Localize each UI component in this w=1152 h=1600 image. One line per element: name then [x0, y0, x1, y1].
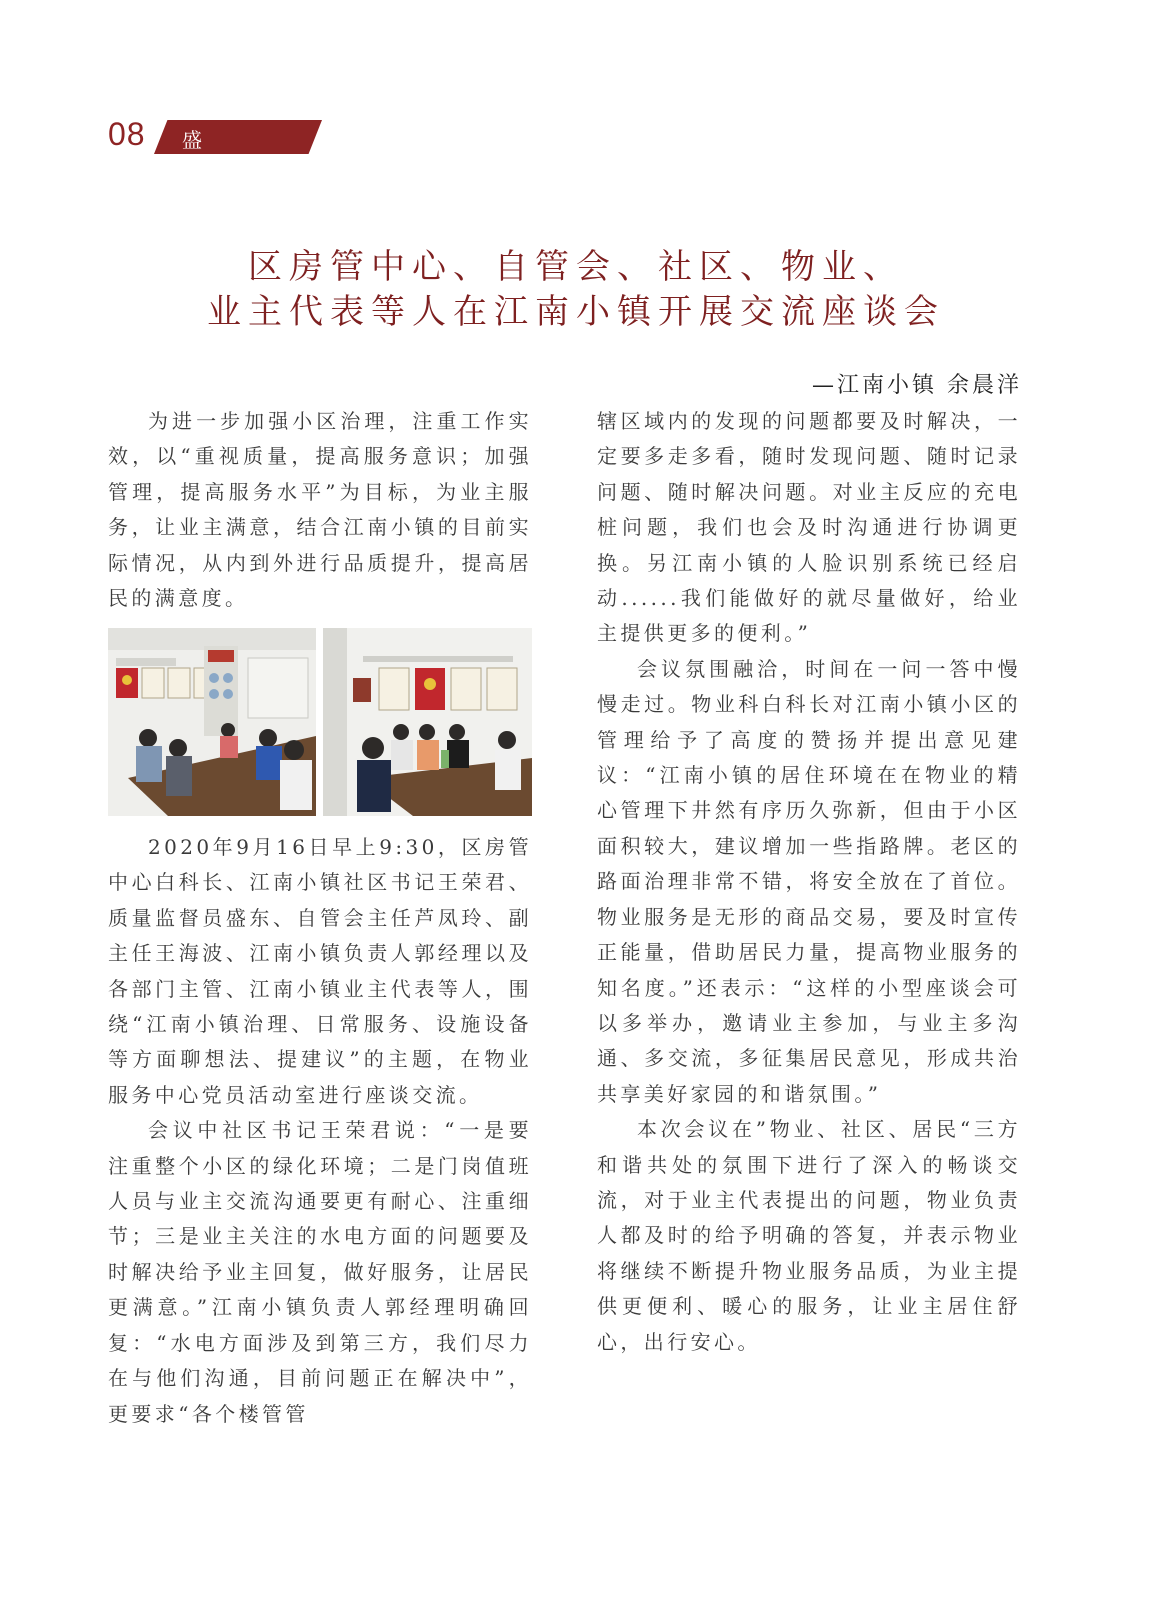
left-column-top: [108, 404, 532, 616]
left-column-bottom: [108, 830, 532, 1432]
paragraph-conclusion: 本次会议在”物业、社区、居民“三方和谐共处的氛围下进行了深入的畅谈交流，对于业主代表提出的问题，物业负责人都及时的给予明确的答复，并表示物业将继续不断提升物业服务品质，为业主提供更便利、暖心的服务，让业主居住舒心，出行安心。: [597, 1117, 1021, 1354]
meeting-photo-2: [323, 628, 532, 816]
paragraph-continued: 辖区域内的发现的问题都要及时解决，一定要多走多看，随时发现问题、随时记录问题、随时解决问题。对业主反应的充电桩问题，我们也会及时沟通进行协调更换。另江南小镇的人脸识别系统已经启动......我们能做好的就尽量做好，给业主提供更多的便利。”: [597, 409, 1021, 646]
section-banner: [154, 120, 322, 154]
meeting-photo-1: [108, 628, 316, 816]
paragraph-meeting-info: 2020年9月16日早上9:30，区房管中心白科长、江南小镇社区书记王荣君、质量监督员盛东、自管会主任芦凤玲、副主任王海波、江南小镇负责人郭经理以及各部门主管、江南小镇业主代表等人，围绕“江南小镇治理、日常服务、设施设备等方面聊想法、提建议”的主题，在物业服务中心党员活动室进行座谈交流。: [108, 835, 532, 1107]
section-label: 盛世物业: [182, 128, 207, 239]
paragraph-intro: 为进一步加强小区治理，注重工作实效，以“重视质量，提高服务意识；加强管理，提高服务水平”为目标，为业主服务，让业主满意，结合江南小镇的目前实际情况，从内到外进行品质提升，提高居民的满意度。: [108, 409, 532, 611]
paragraph-section-chief: 会议氛围融洽，时间在一问一答中慢慢走过。物业科白科长对江南小镇小区的管理给予了高度的赞扬并提出意见建议：“江南小镇的居住环境在在物业的精心管理下井然有序历久弥新，但由于小区面积较大，建议增加一些指路牌。老区的路面治理非常不错，将安全放在了首位。物业服务是无形的商品交易，要及时宣传正能量，借助居民力量，提高物业服务的知名度。”还表示：“这样的小型座谈会可以多举办，邀请业主参加，与业主多沟通、多交流，多征集居民意见，形成共治共享美好家园的和谐氛围。”: [597, 656, 1021, 1106]
article-title-line-1: 区房管中心、自管会、社区、物业、: [248, 247, 904, 287]
article-title-line-2: 业主代表等人在江南小镇开展交流座谈会: [207, 292, 945, 332]
meeting-photos: [108, 628, 532, 818]
meeting-photo-1-image: [108, 628, 316, 816]
meeting-photo-2-image: [323, 628, 532, 816]
page-number: 08: [108, 116, 146, 152]
article-byline: —江南小镇 余晨洋: [812, 373, 1022, 398]
paragraph-secretary-remarks: 会议中社区书记王荣君说：“一是要注重整个小区的绿化环境；二是门岗值班人员与业主交流沟通要更有耐心、注重细节；三是业主关注的水电方面的问题要及时解决给予业主回复，做好服务，让居民更满意。”江南小镇负责人郭经理明确回复：“水电方面涉及到第三方，我们尽力在与他们沟通，目前问题正在解决中”，更要求“各个楼管管: [108, 1118, 532, 1426]
right-column: [597, 404, 1021, 1360]
